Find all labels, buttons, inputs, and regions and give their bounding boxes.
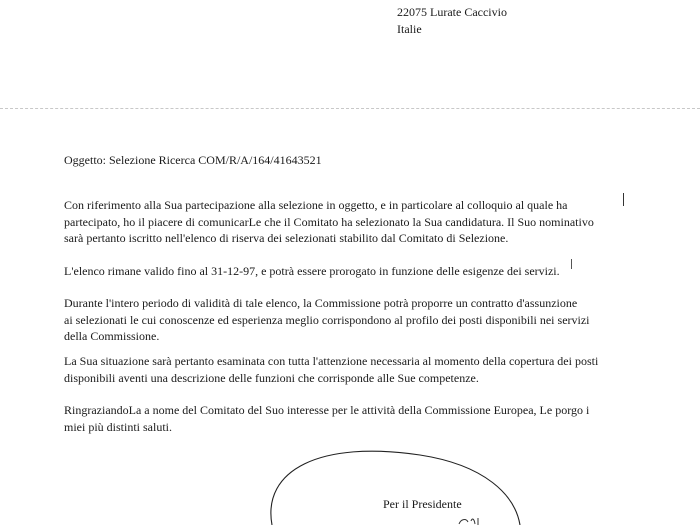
recipient-address [397, 4, 507, 38]
paragraph-line: della Commissione. [64, 329, 160, 343]
paragraph-line: L'elenco rimane valido fino al 31-12-97, e potrà essere prorogato in funzione delle esigenze dei servizi. [64, 264, 560, 278]
paragraph-intro [64, 197, 664, 247]
paragraph-line: RingraziandoLa a nome del Comitato del Suo interesse per le attività della Commissione Europea, Le porgo i [64, 403, 590, 417]
address-line-city: 22075 Lurate Caccivio [397, 5, 507, 19]
paragraph-line: disponibili aventi una descrizione delle funzioni che corrisponde alle Sue competenze. [64, 370, 479, 385]
paragraph-validity [64, 263, 664, 280]
letter-subject: Oggetto: Selezione Ricerca COM/R/A/164/41643521 [64, 153, 322, 167]
paragraph-line: partecipato, ho il piacere di comunicarLe che il Comitato ha selezionato la Sua candidatura. Il Suo nominativo [64, 214, 594, 229]
signature-stroke [471, 519, 475, 524]
paragraph-closing [64, 402, 664, 435]
stamp-outline [271, 451, 520, 525]
signature-stroke [459, 520, 468, 524]
paragraph-line: La Sua situazione sarà pertanto esaminata con tutta l'attenzione necessaria al momento della copertura dei posti [64, 354, 599, 368]
paragraph-contract [64, 295, 664, 345]
address-line-country: Italie [397, 22, 422, 36]
paragraph-line: sarà pertanto iscritto nell'elenco di riserva dei selezionati stabilito dal Comitato di Selezione. [64, 231, 509, 245]
paragraph-line: Con riferimento alla Sua partecipazione alla selezione in oggetto, e in particolare al colloquio al quale ha [64, 198, 568, 212]
closing-signoff: Per il Presidente [383, 497, 462, 511]
paragraph-evaluation [64, 353, 664, 386]
paragraph-line: Durante l'intero periodo di validità di tale elenco, la Commissione potrà proporre un contratto d'assunzione [64, 296, 578, 310]
margin-mark [571, 259, 572, 269]
paragraph-line: ai selezionati le cui conoscenze ed esperienza meglio corrispondono al profilo dei posti disponibili nei servizi [64, 312, 590, 327]
margin-mark [623, 193, 624, 206]
paragraph-line: miei più distinti saluti. [64, 419, 172, 434]
fold-line [0, 108, 700, 109]
